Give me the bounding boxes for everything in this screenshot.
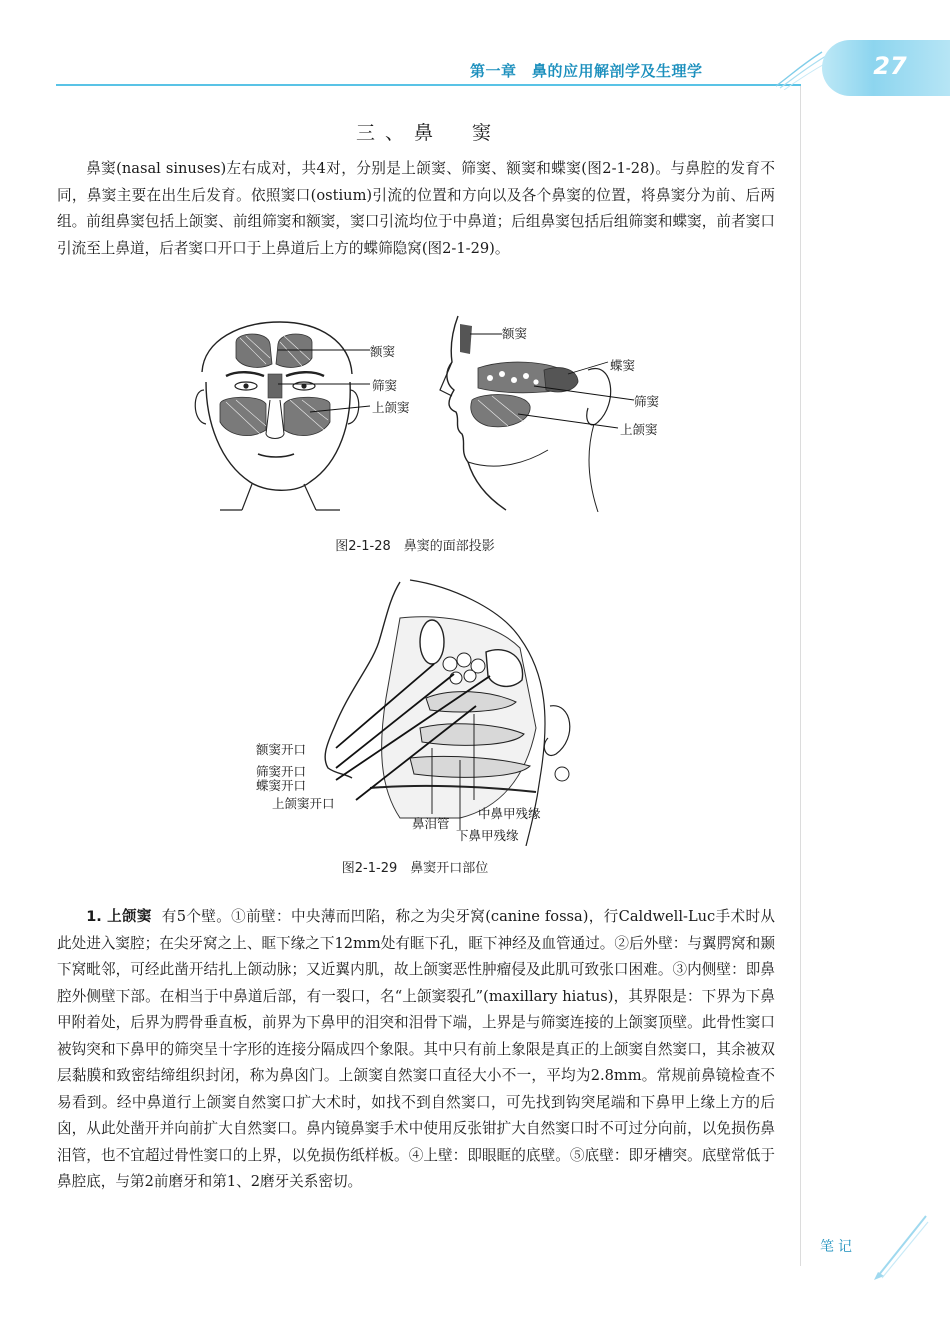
pen-icon — [872, 1210, 932, 1280]
face-side-illustration — [438, 312, 678, 512]
label-maxillary-sinus-side: 上颌窦 — [620, 422, 658, 437]
notes-label: 笔记 — [820, 1239, 856, 1255]
label-middle-turbinate-remnant: 中鼻甲残缘 — [478, 806, 541, 821]
figure-28-caption: 图2-1-28 鼻窦的面部投影 — [335, 539, 495, 554]
swirl-decoration-icon — [770, 46, 830, 90]
header-rule — [56, 84, 801, 86]
figure-29-sinus-openings — [250, 578, 590, 846]
label-sphenoid-sinus-opening: 蝶窦开口 — [256, 778, 307, 793]
label-sphenoid-sinus-side: 蝶窦 — [610, 358, 636, 373]
page-number: 27 — [873, 52, 907, 80]
label-inferior-turbinate-remnant: 下鼻甲残缘 — [456, 828, 519, 843]
figure-28-front-face — [180, 312, 435, 512]
figure-28-side-face — [438, 312, 678, 512]
section-title: 三、鼻 窦 — [356, 122, 502, 144]
label-frontal-sinus-opening: 额窦开口 — [256, 742, 307, 757]
label-ethmoid-sinus-front: 筛窦 — [372, 378, 398, 393]
maxillary-sinus-paragraph — [57, 904, 775, 1196]
figure-29-caption: 图2-1-29 鼻窦开口部位 — [341, 861, 489, 876]
label-ethmoid-sinus-side: 筛窦 — [634, 394, 660, 409]
maxillary-sinus-text: 有5个壁。①前壁：中央薄而凹陷，称之为尖牙窝(canine fossa)，行Caldwell-Luc手术时从此处进入窦腔；在尖牙窝之上、眶下缘之下12mm处有眶下孔，眶下神经及血管通过。②后外壁：与翼腭窝和颞下窝毗邻，可经此凿开结扎上颌动脉；又近翼内肌，故上颌窦恶性肿瘤侵及此肌可致张口困难。③内侧壁：即鼻腔外侧壁下部。在相当于中鼻道后部，有一裂口，名“上颌窦裂孔”(maxillary hiatus)，其界限是：下界为下鼻甲附着处，后界为腭骨垂直板，前界为下鼻甲的泪突和泪骨下端，上界是与筛窦连接的上颌窦顶壁。此骨性窦口被钩突和下鼻甲的筛突呈十字形的连接分隔成四个象限。其中只有前上象限是真正的上颌窦自然窦口，其余被双层黏膜和致密结缔组织封闭，称为鼻囟门。上颌窦自然窦口直径大小不一，平均为2.8mm。常规前鼻镜检查不易看到。经中鼻道行上颌窦自然窦口扩大术时，如找不到自然窦口，可先找到钩突尾端和下鼻甲上缘上方的后囟，从此处凿开并向前扩大自然窦口。鼻内镜鼻窦手术中使用反张钳扩大自然窦口时不可过分向前，以免损伤鼻泪管，也不宜超过骨性窦口的上界，以免损伤纸样板。④上壁：即眼眶的底壁。⑤底壁：即牙槽突。底壁常低于鼻腔底，与第2前磨牙和第1、2磨牙关系密切。 — [57, 908, 775, 1190]
label-ethmoid-sinus-opening: 筛窦开口 — [256, 764, 307, 779]
label-frontal-sinus-front: 额窦 — [370, 344, 396, 359]
margin-rule — [800, 86, 801, 1266]
intro-paragraph: 鼻窦(nasal sinuses)左右成对，共4对，分别是上颌窦、筛窦、额窦和蝶窦(图2-1-28)。与鼻腔的发育不同，鼻窦主要在出生后发育。依照窦口(ostium)引流的位置和方向以及各个鼻窦的位置，将鼻窦分为前、后两组。前组鼻窦包括上颌窦、前组筛窦和额窦，窦口引流均位于中鼻道；后组鼻窦包括后组筛窦和蝶窦，前者窦口引流至上鼻道，后者窦口开口于上鼻道后上方的蝶筛隐窝(图2-1-29)。 — [57, 160, 775, 257]
label-nasolacrimal-duct: 鼻泪管 — [412, 816, 450, 831]
maxillary-sinus-heading: 1. 上颌窦 — [86, 909, 152, 925]
label-maxillary-sinus-opening: 上颌窦开口 — [272, 796, 335, 811]
label-maxillary-sinus-front: 上颌窦 — [372, 400, 410, 415]
label-frontal-sinus-side: 额窦 — [502, 326, 528, 341]
chapter-title: 第一章 鼻的应用解剖学及生理学 — [470, 62, 703, 80]
